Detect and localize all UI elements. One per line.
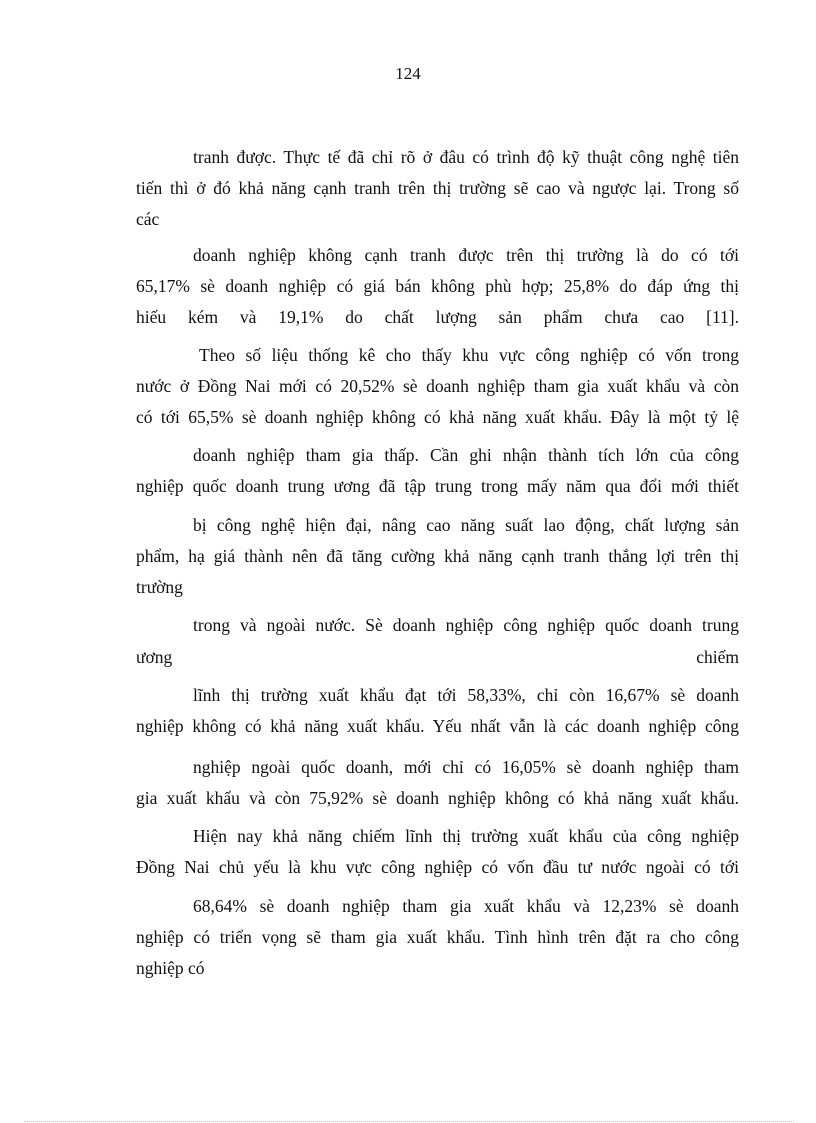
text-line: 65,17% sè doanh nghiệp có giá bán không phù hợp; 25,8% do đáp ứng thị (136, 276, 739, 296)
text-line: Hiện nay khả năng chiếm lĩnh thị trường xuất khẩu của công nghiệp (193, 826, 739, 846)
text-line: 68,64% sè doanh nghiệp tham gia xuất khẩu và 12,23% sè doanh (193, 896, 739, 916)
page-number: 124 (395, 64, 421, 83)
text-line: tranh được. Thực tế đã chỉ rõ ở đâu có trình độ kỹ thuật công nghệ tiên (193, 147, 739, 167)
text-line: hiếu kém và 19,1% do chất lượng sản phẩm chưa cao [11]. (136, 307, 739, 327)
text-line: nghiệp không có khả năng xuất khẩu. Yếu nhất vẫn là các doanh nghiệp công (136, 716, 739, 736)
text-line: tiến thì ở đó khả năng cạnh tranh trên thị trường sẽ cao và ngược lại. Trong số (136, 178, 739, 198)
text-line: nghiệp quốc doanh trung ương đã tập trung trong mấy năm qua đổi mới thiết (136, 476, 739, 496)
text-line: trong và ngoài nước. Sè doanh nghiệp công nghiệp quốc doanh trung (193, 615, 739, 635)
text-line: phẩm, hạ giá thành nên đã tăng cường khả năng cạnh tranh thắng lợi trên thị (136, 546, 739, 566)
text-line: các (136, 209, 160, 229)
text-line: doanh nghiệp tham gia thấp. Cần ghi nhận thành tích lớn của công (193, 445, 739, 465)
text-line: doanh nghiệp không cạnh tranh được trên thị trường là do có tới (193, 245, 739, 265)
text-line: nghiệp có (136, 958, 205, 978)
text-line: chiếm (696, 647, 739, 667)
page-bottom-rule (24, 1121, 794, 1122)
text-line: Đồng Nai chủ yếu là khu vực công nghiệp có vốn đầu tư nước ngoài có tới (136, 857, 739, 877)
text-line: gia xuất khẩu và còn 75,92% sè doanh nghiệp không có khả năng xuất khẩu. (136, 788, 739, 808)
text-line: trường (136, 577, 183, 597)
text-line: bị công nghệ hiện đại, nâng cao năng suất lao động, chất lượng sản (193, 515, 739, 535)
text-line: Theo số liệu thống kê cho thấy khu vực công nghiệp có vốn trong (199, 345, 739, 365)
text-line: lĩnh thị trường xuất khẩu đạt tới 58,33%, chỉ còn 16,67% sè doanh (193, 685, 739, 705)
text-line: nước ở Đồng Nai mới có 20,52% sè doanh nghiệp tham gia xuất khẩu và còn (136, 376, 739, 396)
text-line: có tới 65,5% sè doanh nghiệp không có khả năng xuất khẩu. Đây là một tỷ lệ (136, 407, 739, 427)
text-line: nghiệp có triển vọng sẽ tham gia xuất khẩu. Tình hình trên đặt ra cho công (136, 927, 739, 947)
text-line: ương (136, 647, 173, 667)
text-line: nghiệp ngoài quốc doanh, mới chỉ có 16,05% sè doanh nghiệp tham (193, 757, 739, 777)
